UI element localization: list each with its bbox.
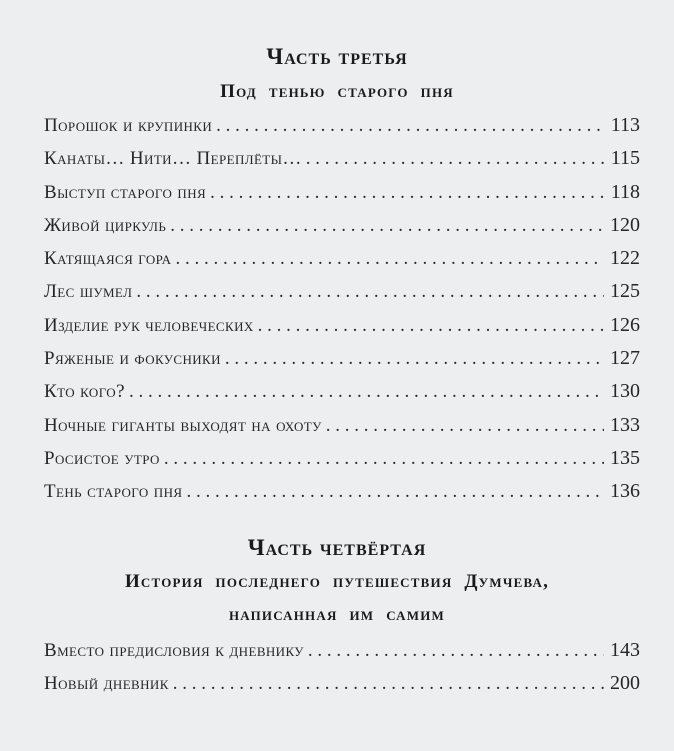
- toc-entry: [44, 672, 640, 705]
- toc-entry: [44, 380, 640, 413]
- toc-entry: [44, 114, 640, 147]
- part4-title: Часть четвёртая: [247, 535, 427, 560]
- toc-leader-dots: [129, 381, 604, 403]
- toc-entry-page: 122: [610, 247, 640, 270]
- toc-entry: [44, 181, 640, 214]
- part4-subtitle-line1: История последнего путешествия Думчева,: [124, 571, 550, 592]
- toc-leader-dots: [258, 315, 604, 337]
- toc-entry-page: 135: [610, 446, 640, 469]
- toc-leader-dots: [175, 248, 604, 270]
- toc-entry-page: 120: [610, 213, 640, 236]
- toc-leader-dots: [210, 182, 605, 204]
- toc-entry-title: Вместо предисловия к дневнику: [44, 640, 304, 661]
- toc-entry-page: 200: [610, 672, 640, 695]
- toc-entry-title: Ряженые и фокусники: [44, 348, 221, 370]
- toc-entry-page: 130: [610, 380, 640, 403]
- toc-entry: [44, 214, 640, 247]
- toc-entry-page: 133: [610, 413, 640, 436]
- toc-entry: [44, 314, 640, 347]
- toc-leader-dots: [136, 281, 604, 303]
- toc-entry-title: Живой циркуль: [44, 214, 167, 236]
- toc-entry: [44, 280, 640, 313]
- toc-leader-dots: [186, 481, 604, 503]
- toc-entry: [44, 147, 640, 180]
- toc-entry-title: Порошок и крупинки: [44, 115, 213, 136]
- toc-entry-title: Выступ старого пня: [44, 181, 207, 203]
- toc-entry-page: 118: [610, 180, 640, 203]
- toc-entry-page: 115: [610, 147, 640, 170]
- toc-entry: [44, 414, 640, 447]
- toc-entry-title: Изделие рук человеческих: [44, 314, 254, 336]
- toc-entry-page: 126: [610, 313, 640, 336]
- toc-entry: [44, 639, 640, 672]
- toc-leader-dots: [306, 148, 605, 170]
- part4-toc-list: [44, 639, 640, 706]
- toc-entry-page: 113: [610, 114, 640, 136]
- toc-leader-dots: [170, 215, 604, 237]
- toc-leader-dots: [308, 640, 604, 662]
- toc-entry: [44, 447, 640, 480]
- part3-toc-list: [44, 114, 640, 514]
- toc-entry-page: 136: [610, 480, 640, 503]
- part3-subtitle: Под тенью старого пня: [220, 81, 454, 102]
- toc-entry: [44, 480, 640, 513]
- toc-leader-dots: [225, 348, 604, 370]
- toc-entry-page: 143: [610, 639, 640, 661]
- toc-entry-title: Росистое утро: [44, 447, 160, 469]
- toc-entry: [44, 347, 640, 380]
- toc-entry-title: Кто кого?: [44, 381, 125, 403]
- part3-title: Часть третья: [266, 44, 408, 69]
- toc-entry-page: 125: [610, 280, 640, 303]
- toc-leader-dots: [326, 415, 604, 437]
- part4-subtitle-line2: написанная им самим: [229, 604, 445, 625]
- toc-leader-dots: [164, 448, 604, 470]
- toc-entry-title: Ночные гиганты выходят на охоту: [44, 414, 322, 436]
- toc-entry-title: Лес шумел: [44, 281, 133, 303]
- toc-entry-title: Канаты… Нити… Переплёты…: [44, 148, 302, 170]
- toc-leader-dots: [173, 673, 604, 695]
- toc-entry-title: Катящаяся гора: [44, 248, 172, 270]
- toc-entry-title: Тень старого пня: [44, 481, 183, 503]
- toc-entry: [44, 247, 640, 280]
- toc-entry-title: Новый дневник: [44, 673, 169, 695]
- toc-entry-page: 127: [610, 347, 640, 370]
- toc-leader-dots: [216, 115, 605, 137]
